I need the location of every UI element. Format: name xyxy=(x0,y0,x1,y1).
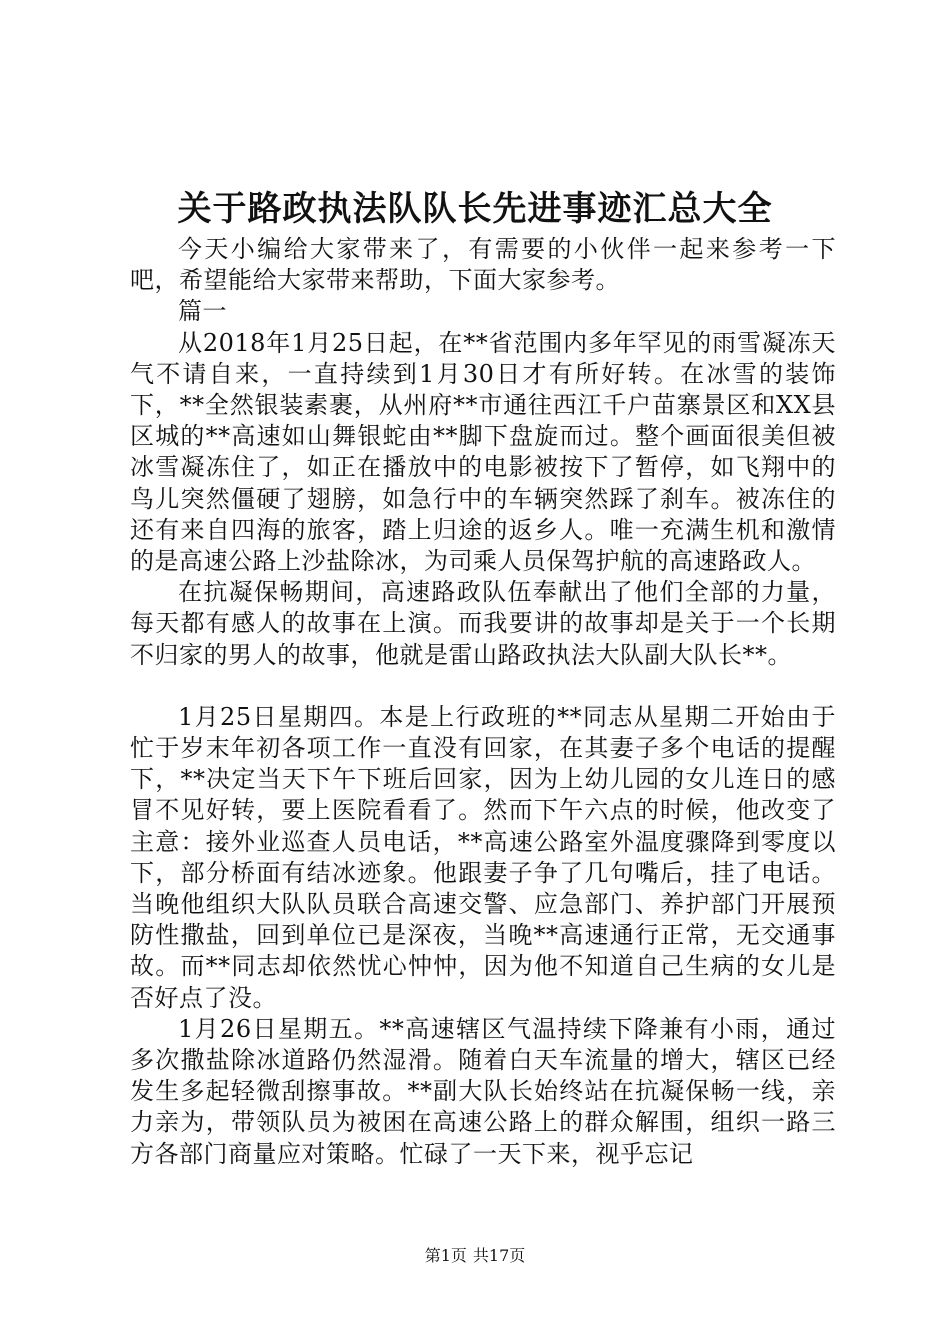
page-footer xyxy=(0,1244,950,1268)
document-title: 关于路政执法队队长先进事迹汇总大全 xyxy=(177,189,773,229)
body-paragraph: 在抗凝保畅期间，高速路政队伍奉献出了他们全部的力量，每天都有感人的故事在上演。而我要讲的故事却是关于一个长期不归家的男人的故事，他就是雷山路政执法大队副大队长**。 xyxy=(130,578,836,669)
body-paragraph: 从2018年1月25日起，在**省范围内多年罕见的雨雪凝冻天气不请自来，一直持续到1月30日才有所好转。在冰雪的装饰下，**全然银装素裹，从州府**市通往西江千户苗寨景区和XX县区城的**高速如山舞银蛇由**脚下盘旋而过。整个画面很美但被冰雪凝冻住了，如正在播放中的电影被按下了暂停，如飞翔中的鸟儿突然僵硬了翅膀，如急行中的车辆突然踩了刹车。被冻住的还有来自四海的旅客，踏上归途的返乡人。唯一充满生机和激情的是高速公路上沙盐除冰，为司乘人员保驾护航的高速路政人。 xyxy=(130,328,836,576)
page-total: 共17页 xyxy=(472,1246,526,1265)
document-body xyxy=(130,234,836,1170)
paragraph-spacer xyxy=(130,671,836,702)
body-paragraph: 1月25日星期四。本是上行政班的**同志从星期二开始由于忙于岁末年初各项工作一直没有回家，在其妻子多个电话的提醒下，**决定当天下午下班后回家，因为上幼儿园的女儿连日的感冒不见好转，要上医院看看了。然而下午六点的时候，他改变了主意：接外业巡查人员电话，**高速公路室外温度骤降到零度以下，部分桥面有结冰迹象。他跟妻子争了几句嘴后，挂了电话。当晚他组织大队队员联合高速交警、应急部门、养护部门开展预防性撒盐，回到单位已是深夜，当晚**高速通行正常，无交通事故。而**同志却依然忧心忡忡，因为他不知道自己生病的女儿是否好点了没。 xyxy=(130,702,836,1012)
section-heading: 篇一 xyxy=(178,297,227,326)
intro-paragraph: 今天小编给大家带来了，有需要的小伙伴一起来参考一下吧，希望能给大家带来帮助，下面大家参考。 xyxy=(130,235,836,295)
body-paragraph: 1月26日星期五。**高速辖区气温持续下降兼有小雨，通过多次撒盐除冰道路仍然湿滑。随着白天车流量的增大，辖区已经发生多起轻微刮擦事故。**副大队长始终站在抗凝保畅一线，亲力亲为，带领队员为被困在高速公路上的群众解围，组织一路三方各部门商量应对策略。忙碌了一天下来，视乎忘记 xyxy=(130,1014,836,1168)
page-number: 第1页 xyxy=(424,1246,467,1265)
